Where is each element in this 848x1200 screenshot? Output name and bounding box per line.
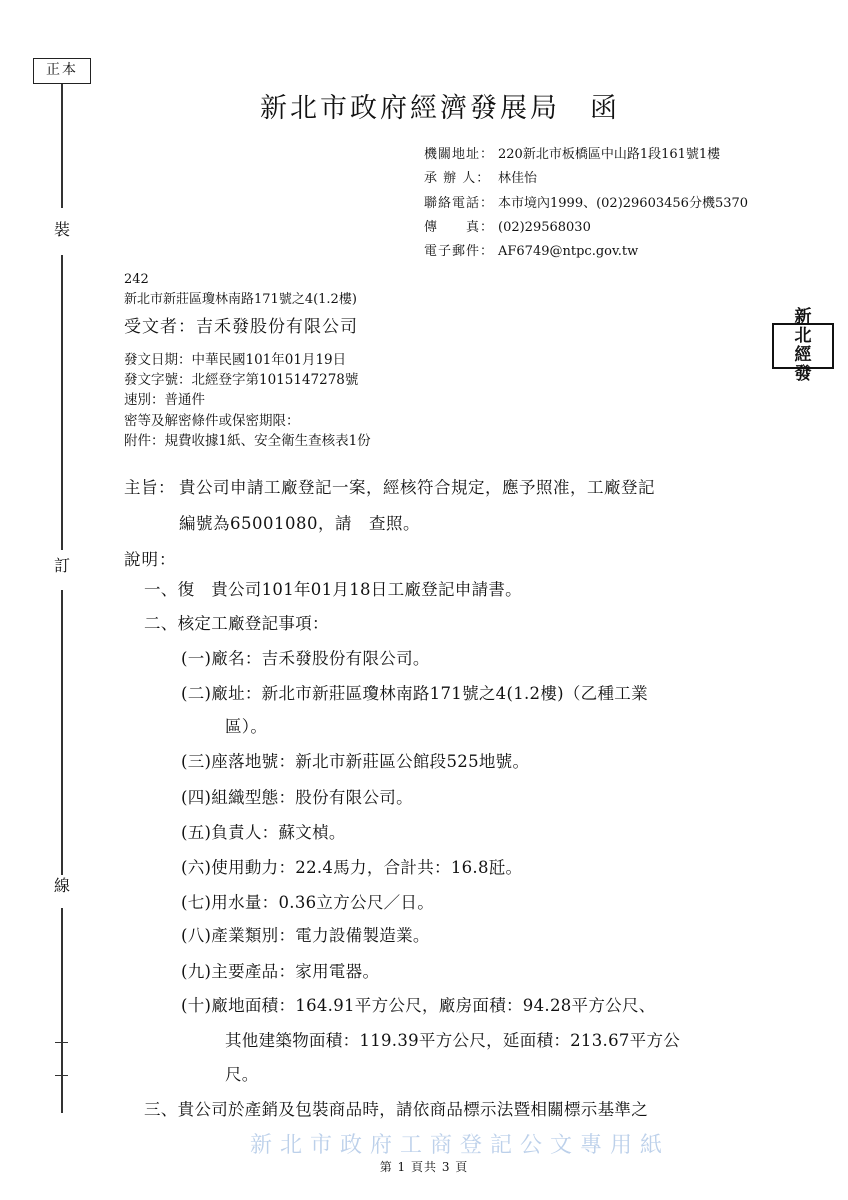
binding-line: [61, 255, 63, 550]
binding-line: [61, 84, 63, 208]
official-seal-stamp: 新 北 經 發: [772, 323, 834, 369]
binding-mark-zhuang: 裝: [53, 220, 70, 239]
registration-item-industry: (八)產業類別：電力設備製造業。: [181, 926, 430, 945]
binding-tick: [55, 1075, 68, 1076]
subject-line-2: 編號為65001080，請 查照。: [179, 514, 420, 533]
registration-item-water: (七)用水量：0.36立方公尺／日。: [181, 893, 435, 912]
registration-item-org-type: (四)組織型態：股份有限公司。: [181, 788, 413, 807]
registration-item-owner: (五)負責人：蘇文楨。: [181, 823, 346, 842]
registration-item-area-cont-2: 尺。: [225, 1065, 259, 1084]
postal-code: 242: [124, 272, 149, 287]
binding-mark-ding: 訂: [53, 556, 70, 575]
registration-item-product: (九)主要產品：家用電器。: [181, 962, 380, 981]
attachments: 附件：規費收據1紙、安全衛生查核表1份: [124, 432, 371, 449]
stationery-watermark: 新北市政府工商登記公文專用紙: [249, 1133, 670, 1158]
document-title: 新北市政府經濟發展局 函: [260, 93, 620, 124]
contact-address: 機關地址： 220新北市板橋區中山路1段161號1樓: [424, 147, 721, 162]
registration-item-area: (十)廠地面積：164.91平方公尺，廠房面積：94.28平方公尺、: [181, 996, 656, 1015]
copy-type-label: 正本: [33, 58, 91, 84]
explanation-item-3: 三、貴公司於產銷及包裝商品時，請依商品標示法暨相關標示基準之: [144, 1100, 648, 1119]
binding-line: [61, 590, 63, 875]
document-number: 發文字號：北經登字第1015147278號: [124, 372, 359, 389]
registration-item-name: (一)廠名：吉禾發股份有限公司。: [181, 649, 430, 668]
recipient-address-block: [124, 270, 357, 310]
registration-item-area-cont: 其他建築物面積：119.39平方公尺，延面積：213.67平方公: [225, 1031, 681, 1050]
registration-item-land: (三)座落地號：新北市新莊區公館段525地號。: [181, 752, 530, 771]
registration-item-address-cont: 區）。: [225, 717, 268, 736]
recipient: 受文者：吉禾發股份有限公司: [124, 317, 358, 337]
priority: 速別：普通件: [124, 392, 205, 409]
registration-item-address: (二)廠址：新北市新莊區瓊林南路171號之4(1.2樓)（乙種工業: [181, 684, 648, 703]
contact-officer: 承 辦 人： 林佳怡: [424, 171, 538, 187]
security-level: 密等及解密條件或保密期限：: [124, 412, 300, 429]
explanation-label: 說明：: [124, 550, 177, 569]
subject-label: 主旨：: [124, 478, 175, 497]
registration-item-power: (六)使用動力：22.4馬力，合計共：16.8瓩。: [181, 858, 523, 877]
binding-line: [61, 908, 63, 1113]
binding-mark-xian: 線: [53, 876, 70, 895]
document-meta: [124, 350, 371, 451]
subject-line-1: 貴公司申請工廠登記一案，經核符合規定，應予照准，工廠登記: [179, 478, 655, 497]
binding-tick: [55, 1042, 68, 1043]
contact-block: [424, 143, 824, 264]
contact-phone: 聯絡電話： 本市境內1999、(02)29603456分機5370: [424, 195, 749, 211]
subject-block: [124, 470, 764, 542]
contact-fax: 傳 真： (02)29568030: [424, 219, 591, 235]
explanation-item-1: 一、復 貴公司101年01月18日工廠登記申請書。: [144, 580, 522, 599]
issue-date: 發文日期：中華民國101年01月19日: [124, 352, 347, 368]
recipient-address: 新北市新莊區瓊林南路171號之4(1.2樓): [124, 292, 357, 307]
contact-email: 電子郵件： AF6749@ntpc.gov.tw: [424, 244, 639, 260]
page-number: 第 1 頁共 3 頁: [379, 1160, 469, 1174]
explanation-item-2: 二、核定工廠登記事項：: [144, 614, 329, 633]
